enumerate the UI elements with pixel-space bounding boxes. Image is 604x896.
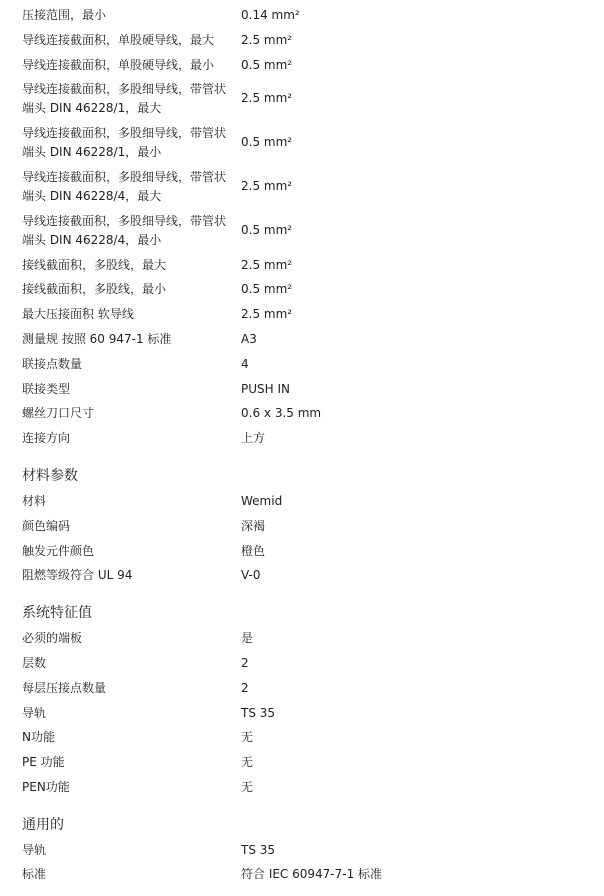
spec-label: 压接范围，最小	[22, 7, 107, 22]
spec-label: 连接方向	[22, 430, 71, 445]
spec-value: 是	[241, 630, 254, 645]
spec-label: 导轨	[22, 842, 47, 857]
spec-label: 导线连接截面积，多股细导线，带管状端头 DIN 46228/4，最大	[22, 169, 227, 203]
spec-label: 每层压接点数量	[22, 680, 107, 695]
spec-label: 必须的端板	[22, 630, 83, 645]
section-heading: 通用的	[22, 817, 64, 833]
spec-value: 无	[241, 754, 254, 769]
spec-label: PEN功能	[22, 779, 70, 794]
spec-value: PUSH IN	[241, 381, 290, 396]
spec-label: 导线连接截面积，单股硬导线，最小	[22, 57, 215, 72]
spec-label: 标准	[22, 866, 47, 881]
spec-value: 2.5 mm²	[241, 32, 293, 47]
section-heading: 系统特征值	[22, 605, 92, 621]
spec-label: PE 功能	[22, 754, 65, 769]
spec-label: 阻燃等级符合 UL 94	[22, 567, 133, 582]
spec-label: N功能	[22, 729, 55, 744]
spec-value: TS 35	[241, 842, 276, 857]
spec-value: 上方	[241, 430, 266, 445]
spec-value: 4	[241, 356, 249, 371]
spec-value: 0.5 mm²	[241, 281, 293, 296]
spec-label: 触发元件颜色	[22, 543, 95, 558]
spec-value: TS 35	[241, 705, 276, 720]
spec-label: 联接类型	[22, 381, 71, 396]
spec-label: 接线截面积，多股线，最大	[22, 257, 167, 272]
spec-value: 2.5 mm²	[241, 257, 293, 272]
spec-label: 接线截面积，多股线，最小	[22, 281, 167, 296]
spec-value: 深褐	[241, 518, 266, 533]
spec-label: 螺丝刀口尺寸	[22, 405, 95, 420]
spec-label: 导线连接截面积，多股细导线，带管状端头 DIN 46228/1，最小	[22, 125, 227, 159]
spec-label: 导轨	[22, 705, 47, 720]
spec-value: V-0	[241, 567, 261, 582]
spec-value: Wemid	[241, 493, 283, 508]
spec-label: 最大压接面积 软导线	[22, 306, 134, 321]
spec-value: 无	[241, 729, 254, 744]
section-heading: 材料参数	[22, 468, 78, 484]
spec-value: 0.14 mm²	[241, 7, 300, 22]
spec-label: 层数	[22, 655, 47, 670]
spec-value: 符合 IEC 60947-7-1 标准	[241, 866, 383, 881]
spec-value: 橙色	[241, 543, 266, 558]
spec-value: 0.5 mm²	[241, 57, 293, 72]
spec-value: 2.5 mm²	[241, 306, 293, 321]
spec-value: 2.5 mm²	[241, 179, 293, 193]
spec-label: 测量规 按照 60 947-1 标准	[22, 331, 172, 346]
spec-value: A3	[241, 331, 257, 346]
spec-value: 0.5 mm²	[241, 223, 293, 237]
spec-value: 无	[241, 779, 254, 794]
spec-value: 2.5 mm²	[241, 91, 293, 105]
spec-label: 材料	[22, 493, 47, 508]
spec-label: 导线连接截面积，多股细导线，带管状端头 DIN 46228/1，最大	[22, 81, 227, 115]
spec-value: 2	[241, 655, 249, 670]
spec-label: 颜色编码	[22, 518, 71, 533]
spec-value: 0.6 x 3.5 mm	[241, 405, 322, 420]
spec-value: 0.5 mm²	[241, 135, 293, 149]
spec-label: 导线连接截面积，多股细导线，带管状端头 DIN 46228/4，最小	[22, 213, 227, 247]
spec-label: 联接点数量	[22, 356, 83, 371]
spec-value: 2	[241, 680, 249, 695]
spec-label: 导线连接截面积，单股硬导线，最大	[22, 32, 215, 47]
